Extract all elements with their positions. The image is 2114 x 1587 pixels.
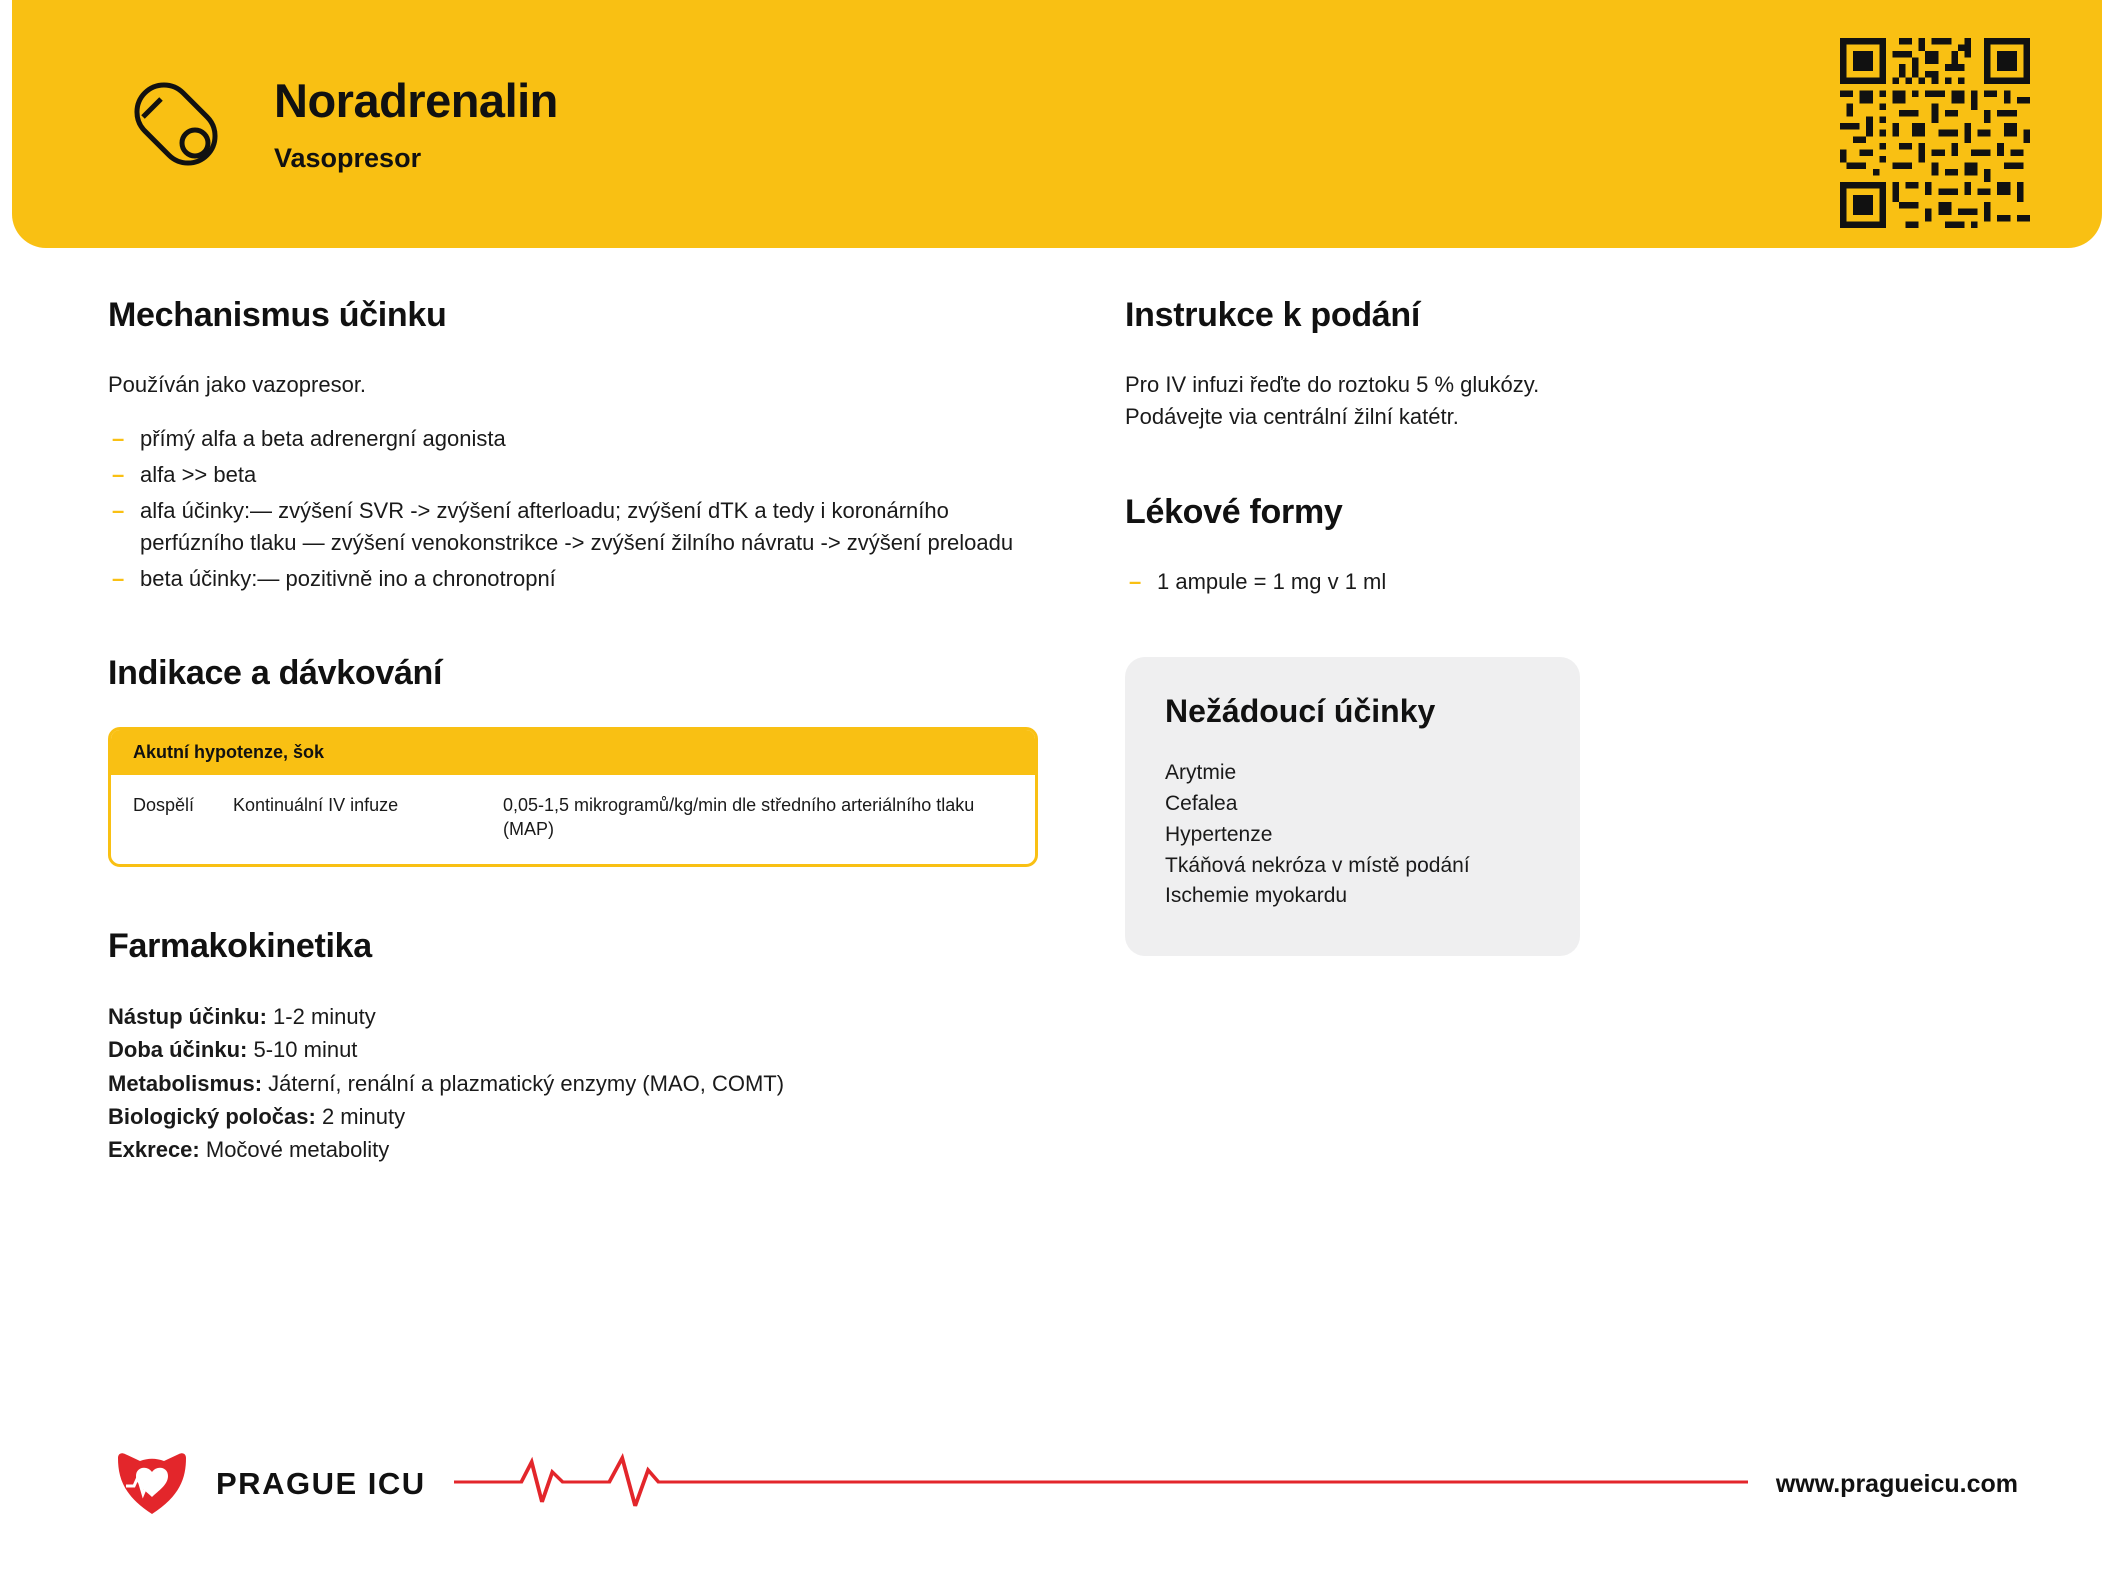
adverse-effects-list (1165, 758, 1540, 912)
list-item: – přímý alfa a beta adrenergní agonista (108, 423, 1053, 454)
brand-prague: PRAGUE (216, 1466, 358, 1501)
dosing-table (108, 727, 1038, 867)
pk-label: Metabolismus: (108, 1070, 263, 1096)
pk-value: 2 minuty (321, 1103, 406, 1129)
pk-value: 5-10 minut (253, 1037, 358, 1063)
pk-value: 1-2 minuty (273, 1003, 376, 1029)
mechanism-section (108, 296, 1053, 594)
pharmacokinetics-title: Farmakokinetika (108, 926, 372, 965)
pharmacokinetics-section (108, 927, 1053, 1167)
pk-item (108, 1067, 1053, 1100)
list-item: Tkáňová nekróza v místě podání (1165, 853, 1470, 877)
brand-logo (110, 1448, 426, 1520)
dose-amount: 0,05-1,5 mikrogramů/kg/min dle středního arteriálního tlaku (MAP) (503, 795, 975, 840)
right-column (1125, 296, 1985, 1227)
mechanism-list (108, 423, 1053, 594)
drug-name: Noradrenalin (274, 74, 558, 128)
forms-title: Lékové formy (1125, 492, 1343, 531)
content-area (0, 248, 2114, 1227)
list-item: – alfa >> beta (108, 459, 1053, 490)
list-item: – beta účinky:— pozitivně ino a chronotropní (108, 563, 1053, 594)
website-url: www.pragueicu.com (1775, 1469, 2018, 1498)
administration-line-2: Podávejte via centrální žilní katétr. (1125, 403, 1459, 429)
pk-label: Exkrece: (108, 1137, 200, 1163)
pk-label: Doba účinku: (108, 1037, 248, 1063)
list-item: Ischemie myokardu (1165, 884, 1348, 908)
pk-label: Nástup účinku: (108, 1003, 267, 1029)
administration-title: Instrukce k podání (1125, 296, 1421, 334)
forms-section (1125, 493, 1985, 597)
dosing-section (108, 654, 1053, 867)
pk-item (108, 1033, 1053, 1066)
page-footer (0, 1439, 2114, 1529)
dosing-table-header: Akutní hypotenze, šok (111, 730, 1035, 775)
pk-value: Játerní, renální a plazmatický enzymy (MAO, COMT) (268, 1070, 785, 1096)
mechanism-title: Mechanismus účinku (108, 296, 447, 334)
page-header (12, 0, 2102, 248)
list-item: Cefalea (1165, 791, 1238, 815)
brand-icu: ICU (367, 1466, 426, 1501)
left-column (108, 296, 1053, 1227)
list-item: Hypertenze (1165, 822, 1273, 846)
list-item: – alfa účinky:— zvýšení SVR -> zvýšení afterloadu; zvýšení dTK a tedy i koronárního perfúzního tlaku — zvýšení venokonstrikce -> zvýšení žilního návratu -> zvýšení preloadu (108, 495, 1053, 557)
dosing-title: Indikace a dávkování (108, 654, 443, 693)
administration-section (1125, 296, 1985, 433)
header-titles (274, 74, 558, 173)
ecg-line-divider (454, 1452, 1748, 1516)
capsule-icon (122, 69, 232, 179)
pk-label: Biologický poločas: (108, 1103, 316, 1129)
table-row (111, 775, 1035, 864)
qr-code[interactable] (1840, 38, 2030, 228)
pk-item (108, 1100, 1053, 1133)
mechanism-lead: Používán jako vazopresor. (108, 372, 367, 397)
adverse-effects-card (1125, 657, 1580, 956)
list-item: Arytmie (1165, 761, 1237, 785)
forms-list (1125, 566, 1985, 597)
administration-line-1: Pro IV infuzi řeďte do roztoku 5 % glukózy. (1125, 372, 1540, 397)
pk-value: Močové metabolity (205, 1137, 390, 1163)
heart-shield-icon (110, 1448, 202, 1520)
brand-name (216, 1466, 426, 1502)
dose-population: Dospělí (133, 795, 195, 816)
adverse-effects-title: Nežádoucí účinky (1165, 693, 1436, 730)
list-item: – 1 ampule = 1 mg v 1 ml (1125, 566, 1985, 597)
drug-class: Vasopresor (274, 142, 422, 173)
dose-route: Kontinuální IV infuze (233, 795, 399, 816)
pk-item (108, 1133, 1053, 1166)
pk-item (108, 1000, 1053, 1033)
